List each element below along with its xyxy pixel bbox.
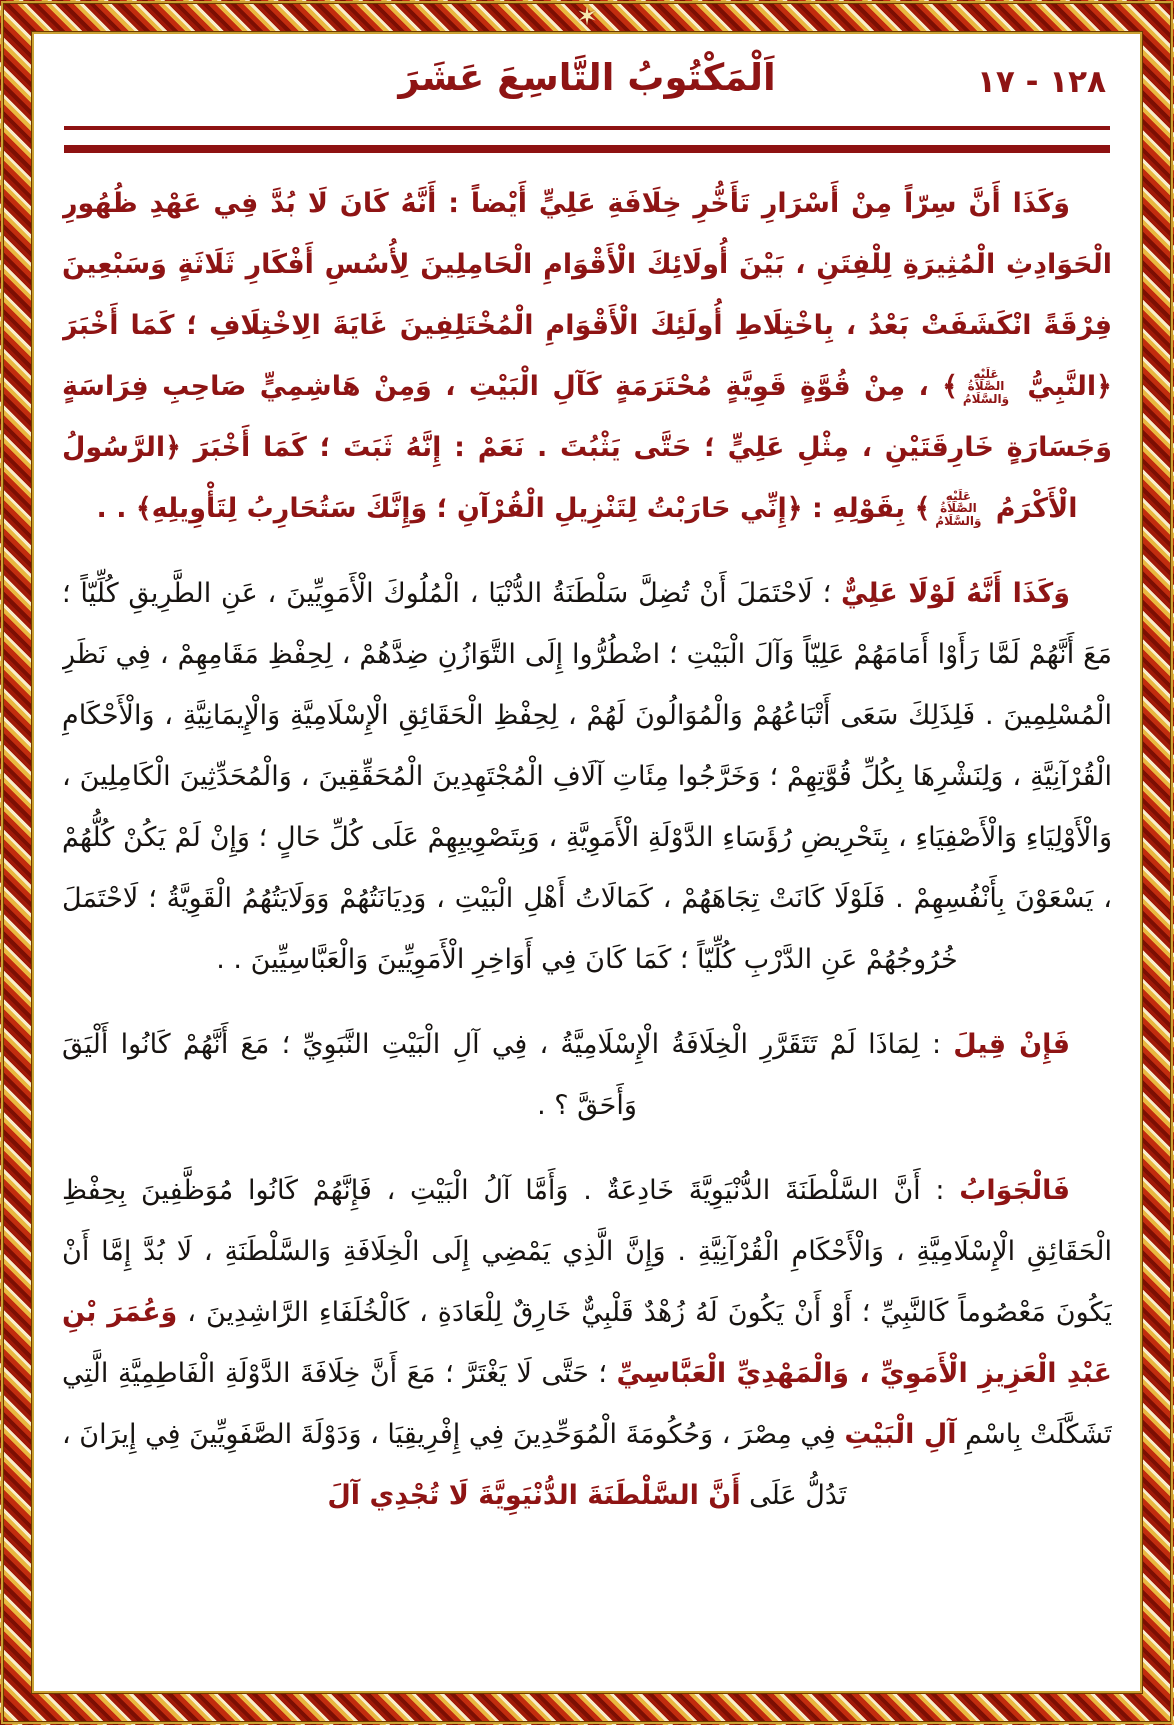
paragraph [62, 173, 1112, 539]
page-number: ١٢٨ - ١٧ [976, 64, 1106, 100]
paragraph [62, 563, 1112, 990]
text-segment: أَنَّ السَّلْطَنَةَ الدُّنْيَوِيَّةَ لَا تُجْدِي آلَ [327, 1480, 741, 1511]
text-segment: وَكَذَا أَنَّهُ لَوْلَا عَلِيٌّ [841, 578, 1070, 609]
page-title: اَلْمَكْتُوبُ التَّاسِعَ عَشَرَ [398, 56, 776, 99]
text-segment: فَالْجَوَابُ [959, 1175, 1070, 1206]
paragraph [62, 1014, 1112, 1136]
text-segment: فَإِنْ قِيلَ [953, 1029, 1071, 1060]
paragraph [62, 1160, 1112, 1526]
text-segment: ﴾ بِقَوْلِهِ : ﴿إِنِّي حَارَبْتُ لِتَنْزِيلِ الْقُرْآنِ ؛ وَإِنَّكَ سَتُحَارِبُ لِتَأْوِيلِهِ﴾ . . [96, 493, 931, 524]
prophet-blessing-seal: عَلَيْهِ الصَّلَاةُ وَالسَّلَامُ [962, 366, 1010, 406]
text-segment: ؛ حَتَّى لَا يَغْتَرَّ ؛ مَعَ أَنَّ خِلَافَةَ الدَّوْلَةِ الْفَاطِمِيَّةِ الَّتِي تَشَكَّلَتْ بِاسْمِ [62, 1358, 1112, 1450]
text-segment: ؛ لَاحْتَمَلَ أَنْ تُضِلَّ سَلْطَنَةُ الدُّنْيَا ، الْمُلُوكَ الْأَمَوِيِّينَ ، عَنِ الطَّرِيقِ كُلِّيّاً ؛ مَعَ أَنَّهُمْ لَمَّا رَأَوْا أَمَامَهُمْ عَلِيّاً وَآلَ الْبَيْتِ ؛ اضْطُرُّوا إِلَى التَّوَازُنِ ضِدَّهُمْ ، لِحِفْظِ مَقَامِهِمْ ، فِي نَظَرِ الْمُسْلِمِينَ . فَلِذَلِكَ سَعَى أَتْبَاعُهُمْ وَالْمُوَالُونَ لَهُمْ ، لِحِفْظِ الْحَقَائِقِ الْإِسْلَامِيَّةِ وَالْإِيمَانِيَّةِ ، وَالْأَحْكَامِ الْقُرْآنِيَّةِ ، وَلِنَشْرِهَا بِكُلِّ قُوَّتِهِمْ ؛ وَخَرَّجُوا مِئَاتِ آلَافِ الْمُجْتَهِدِينَ الْمُحَقِّقِينَ ، وَالْمُحَدِّثِينَ الْكَامِلِينَ ، وَالْأَوْلِيَاءِ وَالْأَصْفِيَاءِ ، بِتَحْرِيضِ رُؤَسَاءِ الدَّوْلَةِ الْأَمَوِيَّةِ ، وَبِتَصْوِيبِهِمْ عَلَى كُلِّ حَالٍ ؛ وَإِنْ لَمْ يَكُنْ كُلُّهُمْ ، يَسْعَوْنَ بِأَنْفُسِهِمْ . فَلَوْلَا كَانَتْ تِجَاهَهُمْ ، كَمَالَاتُ أَهْلِ الْبَيْتِ ، وَدِيَانَتُهُمْ وَوَلَايَتُهُمُ الْقَوِيَّةُ ؛ لَاحْتَمَلَ خُرُوجُهُمْ عَنِ الدَّرْبِ كُلِّيّاً ؛ كَمَا كَانَ فِي أَوَاخِرِ الْأَمَوِيِّينَ وَالْعَبَّاسِيِّينَ . . [62, 578, 1112, 975]
text-segment: وَكَذَا أَنَّ سِرّاً مِنْ أَسْرَارِ تَأَخُّرِ خِلَافَةِ عَلِيٍّ أَيْضاً : أَنَّهُ كَانَ لَا بُدَّ فِي عَهْدِ ظُهُورِ الْحَوَادِثِ الْمُثِيرَةِ لِلْفِتَنِ ، بَيْنَ أُولَائِكَ الْأَقْوَامِ الْحَامِلِينَ لِأُسُسِ أَفْكَارِ ثَلَاثَةٍ وَسَبْعِينَ فِرْقَةً انْكَشَفَتْ بَعْدُ ، بِاخْتِلَاطِ أُولَئِكَ الْأَقْوَامِ الْمُخْتَلِفِينَ غَايَةَ الِاخْتِلَافِ ؛ كَمَا أَخْبَرَ ﴿النَّبِيُّ [62, 188, 1112, 402]
text-segment: : لِمَاذَا لَمْ تَتَقَرَّرِ الْخِلَافَةُ الْإِسْلَامِيَّةُ ، فِي آلِ الْبَيْتِ النَّبَوِيِّ ؛ مَعَ أَنَّهُمْ كَانُوا أَلْيَقَ وَأَحَقَّ ؟ . [62, 1029, 954, 1121]
page-header [62, 48, 1112, 114]
prophet-blessing-seal: عَلَيْهِ الصَّلَاةُ وَالسَّلَامُ [935, 488, 982, 528]
text-segment: وَعُمَرَ بْنِ عَبْدِ الْعَزِيزِ الْأَمَوِيِّ ، وَالْمَهْدِيِّ الْعَبَّاسِيِّ [62, 1297, 1112, 1389]
text-segment: ﴾ ، مِنْ قُوَّةٍ قَوِيَّةٍ مُحْتَرَمَةٍ كَآلِ الْبَيْتِ ، وَمِنْ هَاشِمِيٍّ صَاحِبِ فِرَاسَةٍ وَجَسَارَةٍ خَارِقَتَيْنِ ، مِثْلِ عَلِيٍّ ؛ حَتَّى يَثْبُتَ . نَعَمْ : إِنَّهُ ثَبَتَ ؛ كَمَا أَخْبَرَ ﴿الرَّسُولُ الْأَكْرَمُ [62, 371, 1112, 524]
border-star-icon: ✶ [576, 2, 598, 32]
text-segment: فِي مِصْرَ ، وَحُكُومَةَ الْمُوَحِّدِينَ فِي إِفْرِيقِيَا ، وَدَوْلَةَ الصَّفَوِيِّينَ فِي إِيرَانَ ، تَدُلُّ عَلَى [62, 1419, 847, 1511]
header-divider [64, 126, 1110, 153]
page-content [62, 48, 1112, 1681]
body-text [62, 173, 1112, 1526]
text-segment: : أَنَّ السَّلْطَنَةَ الدُّنْيَوِيَّةَ خَادِعَةٌ . وَأَمَّا آلُ الْبَيْتِ ، فَإِنَّهُمْ كَانُوا مُوَظَّفِينَ بِحِفْظِ الْحَقَائِقِ الْإِسْلَامِيَّةِ ، وَالْأَحْكَامِ الْقُرْآنِيَّةِ . وَإِنَّ الَّذِي يَمْضِي إِلَى الْخِلَافَةِ وَالسَّلْطَنَةِ ، لَا بُدَّ إِمَّا أَنْ يَكُونَ مَعْصُوماً كَالنَّبِيِّ ؛ أَوْ أَنْ يَكُونَ لَهُ زُهْدٌ قَلْبِيٌّ خَارِقٌ لِلْعَادَةِ ، كَالْخُلَفَاءِ الرَّاشِدِينَ ، [62, 1175, 1112, 1328]
text-segment: آلِ الْبَيْتِ [844, 1419, 957, 1450]
